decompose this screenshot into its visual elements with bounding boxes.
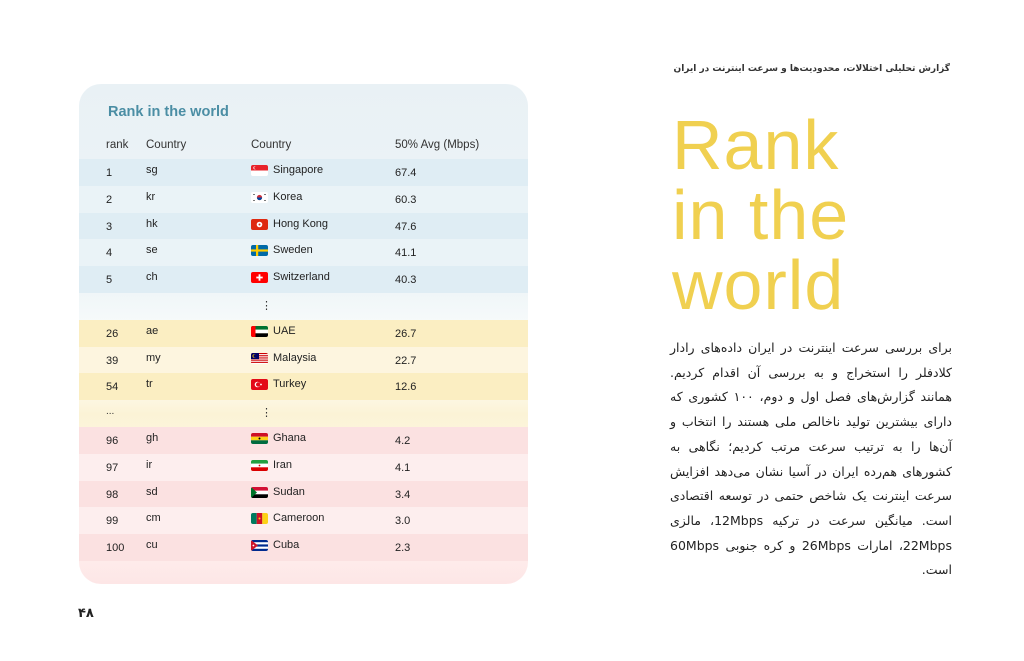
country-code-cell: sd bbox=[146, 485, 158, 498]
uae-flag-icon bbox=[251, 326, 268, 337]
turkey-flag-icon bbox=[251, 379, 268, 390]
country-name-cell: Turkey bbox=[273, 378, 307, 391]
speed-cell: 40.3 bbox=[395, 274, 417, 287]
table-row bbox=[79, 373, 528, 400]
country-code-cell: se bbox=[146, 244, 158, 257]
rank-cell: 26 bbox=[106, 327, 119, 340]
table-row bbox=[79, 213, 528, 240]
country-code-cell: cm bbox=[146, 512, 161, 525]
page-title bbox=[672, 106, 850, 324]
table-row bbox=[79, 534, 528, 561]
body-paragraph-text: برای بررسی سرعت اینترنت در ایران داده‌های رادار کلادفلر را استخراج و به بررسی آن اقدام کردیم. همانند گزارش‌های فصل اول و دوم، ۱۰۰ کشوری که دارای بیشترین تولید ناخالص ملی هستند را انتخاب و آن‌ها را به ترتیب سرعت مرتب کردیم؛ نگاهی به کشورهای هم‌رده ایران در آسیا نشان می‌دهد افزایش سرعت اینترنت یک شاخص حتمی در توسعه اقتصادی است. میانگین سرعت در ترکیه 12Mbps، مالزی 22Mbps، امارات 26Mbps و کره جنوبی 60Mbps است. bbox=[670, 340, 952, 578]
rank-cell: 5 bbox=[106, 274, 113, 287]
switzerland-flag-icon bbox=[251, 272, 268, 283]
table-title: Rank in the world bbox=[108, 104, 229, 120]
table-row bbox=[79, 427, 528, 454]
table-row bbox=[79, 320, 528, 347]
rank-cell: 99 bbox=[106, 515, 119, 528]
malaysia-flag-icon bbox=[251, 353, 268, 364]
header-country: Country bbox=[251, 139, 292, 151]
country-code-cell: cu bbox=[146, 539, 158, 552]
country-code-cell: hk bbox=[146, 217, 158, 230]
country-name-cell: Singapore bbox=[273, 164, 324, 176]
rank-cell: 96 bbox=[106, 434, 119, 447]
rank-cell: 39 bbox=[106, 354, 119, 367]
country-name-cell: Switzerland bbox=[273, 271, 330, 284]
rank-cell: 98 bbox=[106, 488, 119, 501]
header-speed: 50% Avg (Mbps) bbox=[395, 139, 480, 151]
vertical-ellipsis: ⋮ bbox=[261, 299, 272, 312]
country-name-cell: Cuba bbox=[273, 539, 300, 552]
singapore-flag-icon bbox=[251, 165, 268, 176]
ghana-flag-icon bbox=[251, 433, 268, 444]
country-name-cell: Hong Kong bbox=[273, 217, 329, 230]
page-title-line-2: in the bbox=[672, 176, 850, 254]
country-code-cell: ir bbox=[146, 458, 153, 471]
table-row bbox=[79, 454, 528, 481]
table-body bbox=[79, 159, 528, 561]
country-name-cell: UAE bbox=[273, 324, 296, 337]
country-name-cell: Sudan bbox=[273, 485, 305, 498]
rank-cell: 100 bbox=[106, 542, 125, 555]
rank-cell: 1 bbox=[106, 167, 113, 179]
table-row bbox=[79, 159, 528, 186]
page-title-line-1: Rank bbox=[672, 106, 840, 184]
speed-cell: 2.3 bbox=[395, 542, 411, 555]
speed-cell: 3.0 bbox=[395, 515, 411, 528]
table-row bbox=[79, 481, 528, 508]
iran-flag-icon bbox=[251, 460, 268, 471]
country-name-cell: Ghana bbox=[273, 431, 307, 444]
rank-cell: 54 bbox=[106, 381, 119, 394]
country-code-cell: ch bbox=[146, 271, 158, 284]
rank-cell: 2 bbox=[106, 193, 113, 206]
ellipsis-row bbox=[79, 400, 528, 427]
page-number: ۴۸ bbox=[78, 606, 94, 621]
sweden-flag-icon bbox=[251, 245, 268, 256]
page-title-line-3: world bbox=[672, 246, 845, 324]
country-code-cell: gh bbox=[146, 431, 159, 444]
cuba-flag-icon bbox=[251, 540, 268, 551]
ranking-table-card bbox=[79, 84, 528, 584]
speed-cell: 60.3 bbox=[395, 193, 417, 206]
table-row bbox=[79, 507, 528, 534]
table-row bbox=[79, 347, 528, 374]
table-header-row bbox=[79, 136, 528, 156]
sudan-flag-icon bbox=[251, 487, 268, 498]
table-row bbox=[79, 239, 528, 266]
table-row bbox=[79, 186, 528, 213]
speed-cell: 47.6 bbox=[395, 220, 417, 233]
cameroon-flag-icon bbox=[251, 513, 268, 524]
rank-cell: 4 bbox=[106, 247, 113, 260]
ellipsis-row bbox=[79, 293, 528, 320]
speed-cell: 3.4 bbox=[395, 488, 411, 501]
vertical-ellipsis: ⋮ bbox=[261, 407, 272, 420]
country-name-cell: Iran bbox=[273, 458, 292, 471]
speed-cell: 41.1 bbox=[395, 247, 417, 260]
country-name-cell: Malaysia bbox=[273, 351, 317, 364]
header-country-code: Country bbox=[146, 139, 187, 151]
country-code-cell: my bbox=[146, 351, 161, 364]
speed-cell: 26.7 bbox=[395, 327, 417, 340]
country-code-cell: sg bbox=[146, 164, 158, 176]
speed-cell: 12.6 bbox=[395, 381, 417, 394]
country-name-cell: Sweden bbox=[273, 244, 313, 257]
rank-cell: 97 bbox=[106, 461, 119, 474]
country-name-cell: Korea bbox=[273, 190, 303, 203]
country-code-cell: ae bbox=[146, 324, 159, 337]
korea-flag-icon bbox=[251, 192, 268, 203]
report-header: گزارش تحلیلی اختلالات، محدودیت‌ها و سرعت اینترنت در ایران bbox=[673, 64, 950, 74]
body-paragraph bbox=[670, 336, 952, 583]
country-code-cell: kr bbox=[146, 190, 156, 203]
country-name-cell: Cameroon bbox=[273, 512, 325, 525]
speed-cell: 4.1 bbox=[395, 461, 411, 474]
speed-cell: 4.2 bbox=[395, 434, 411, 447]
speed-cell: 67.4 bbox=[395, 167, 417, 179]
country-code-cell: tr bbox=[146, 378, 153, 391]
table-row bbox=[79, 266, 528, 293]
header-rank: rank bbox=[106, 139, 129, 151]
horizontal-ellipsis: ... bbox=[106, 406, 115, 418]
speed-cell: 22.7 bbox=[395, 354, 417, 367]
rank-cell: 3 bbox=[106, 220, 113, 233]
hong-kong-flag-icon bbox=[251, 219, 268, 230]
